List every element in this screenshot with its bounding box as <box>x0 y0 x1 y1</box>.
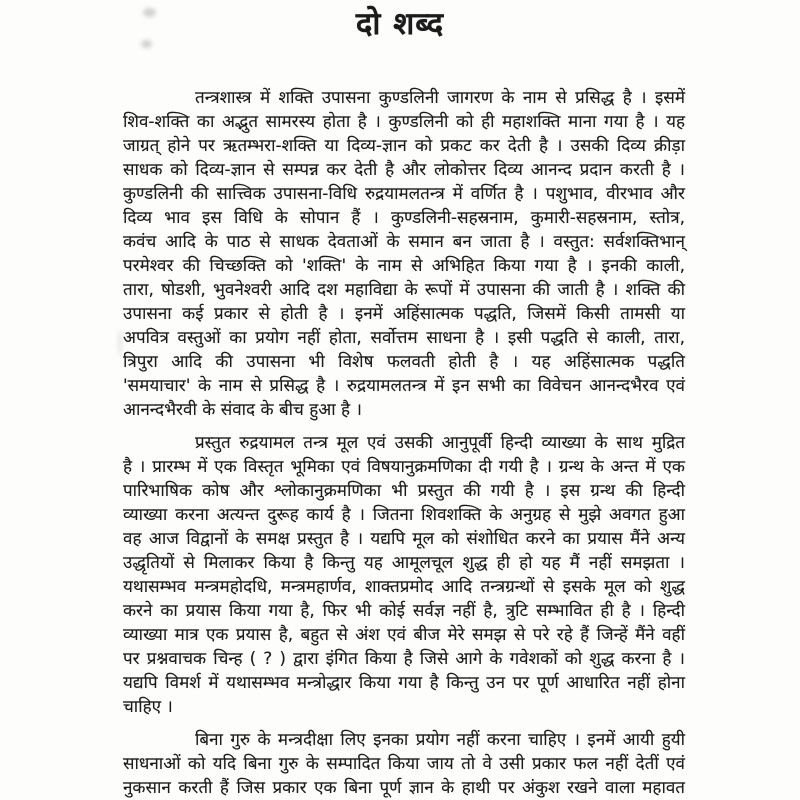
text-line: साधक को दिव्य-ज्ञान से सम्पन्न कर देती है और लोकोत्तर दिव्य आनन्द प्रदान करती है । <box>123 160 685 180</box>
text-line: त्रिपुरा आदि की उपासना भी विशेष फलवती होती है । यह अहिंसात्मक पद्धति <box>123 352 685 372</box>
text-line: करने का प्रयास किया गया है, फिर भी कोई सर्वज्ञ नहीं है, त्रुटि सम्भावित ही है । हिन्दी <box>123 601 685 621</box>
paragraph-3 <box>123 728 685 800</box>
text-line: तन्त्रशास्त्र में शक्ति उपासना कुण्डलिनी जागरण के नाम से प्रसिद्ध है । इसमें <box>195 88 685 108</box>
text-line: नुकसान करती हैं जिस प्रकार एक बिना पूर्ण ज्ञान के हाथी पर अंकुश रखने वाला महावत <box>123 778 685 798</box>
text-line: अपवित्र वस्तुओं का प्रयोग नहीं होता, सर्वोत्तम साधना है । इसी पद्धति से काली, तारा, <box>123 328 685 348</box>
text-line: पर प्रश्नवाचक चिन्ह ( ? ) द्वारा इंगित किया है जिसे आगे के गवेशकों को शुद्ध करना है । <box>123 649 685 669</box>
text-line: दिव्य भाव इस विधि के सोपान हैं । कुण्डलिनी-सहस्रनाम, कुमारी-सहस्रनाम, स्तोत्र, <box>123 208 685 228</box>
paragraph-1 <box>123 86 685 422</box>
text-line: कवंच आदि के पाठ से साधक देवताओं के समान बन जाता है । वस्तुत: सर्वशक्तिभान् <box>123 232 685 252</box>
text-line: तारा, षोडशी, भुवनेश्वरी आदि दश महाविद्या के रूपों में उपासना की जाती है । शक्ति की <box>123 280 685 300</box>
scan-smudge <box>118 330 122 356</box>
text-line: जाग्रत् होने पर ऋतम्भरा-शक्ति या दिव्य-ज्ञान को प्रकट कर देती है । उसकी दिव्य क्रीड़ा <box>123 136 685 156</box>
text-line: यद्यपि विमर्श में यथासम्भव मन्त्रोद्धार किया गया है किन्तु उन पर पूर्ण आधारित नहीं होना <box>123 673 685 693</box>
page-title: दो शब्द <box>355 6 445 42</box>
text-line: चाहिए । <box>123 697 173 717</box>
text-line: बिना गुरु के मन्त्रदीक्षा लिए इनका प्रयोग नहीं करना चाहिए । इनमें आयी हुयी <box>195 730 685 750</box>
text-line: उद्धृतियों से मिलाकर किया है किन्तु यह आमूलचूल शुद्ध ही हो यह मैं नहीं समझता । <box>123 553 685 573</box>
text-line: व्याख्या मात्र एक प्रयास है, बहुत से अंश एवं बीज मेरे समझ से परे रहे हैं जिन्हें मैंने वहीं <box>123 625 685 645</box>
text-line: कुण्डलिनी की सात्त्विक उपासना-विधि रुद्रयामलतन्त्र में वर्णित है । पशुभाव, वीरभाव और <box>123 184 685 204</box>
text-line: 'समयाचार' के नाम से प्रसिद्ध है । रुद्रयामलतन्त्र में इन सभी का विवेचन आनन्दभैरव एवं <box>123 376 685 396</box>
text-line: साधनाओं को यदि बिना गुरु के सम्पादित किया जाय तो वे उसी प्रकार फल नहीं देतीं एवं <box>123 754 685 774</box>
text-line: आनन्दभैरवी के संवाद के बीच हुआ है । <box>123 400 362 420</box>
text-line: उपासना कई प्रकार से होती है । इनमें अहिंसात्मक पद्धति, जिसमें किसी तामसी या <box>123 304 685 324</box>
body-text <box>123 86 685 800</box>
text-line: पारिभाषिक कोष और श्लोकानुक्रमणिका भी प्रस्तुत की गयी है । इस ग्रन्थ की हिन्दी <box>123 481 685 501</box>
text-line: है । प्रारम्भ में एक विस्तृत भूमिका एवं विषयानुक्रमणिका दी गयी है । ग्रन्थ के अन्त में एक <box>123 457 685 477</box>
text-line: यथासम्भव मन्त्रमहोदधि, मन्त्रमहार्णव, शाक्तप्रमोद आदि तन्त्रग्रन्थों से इसके मूल को शुद्ध <box>123 577 685 597</box>
text-line: शिव-शक्ति का अद्भुत सामरस्य होता है । कुण्डलिनी को ही महाशक्ति माना गया है । यह <box>123 112 685 132</box>
text-line: परमेश्वर की चिच्छक्ति को 'शक्ति' के नाम से अभिहित किया गया है । इनकी काली, <box>123 256 685 276</box>
text-line: व्याख्या करना अत्यन्त दुरूह कार्य है । जितना शिवशक्ति के अनुग्रह से मुझे अवगत हुआ <box>123 505 685 525</box>
text-line: वह आज विद्वानों के समक्ष प्रस्तुत है । यद्यपि मूल को संशोधित करने का प्रयास मैंने अन्य <box>123 529 685 549</box>
paragraph-2 <box>123 431 685 719</box>
text-line: प्रस्तुत रुद्रयामल तन्त्र मूल एवं उसकी आनुपूर्वी हिन्दी व्याख्या के साथ मुद्रित <box>195 433 685 453</box>
